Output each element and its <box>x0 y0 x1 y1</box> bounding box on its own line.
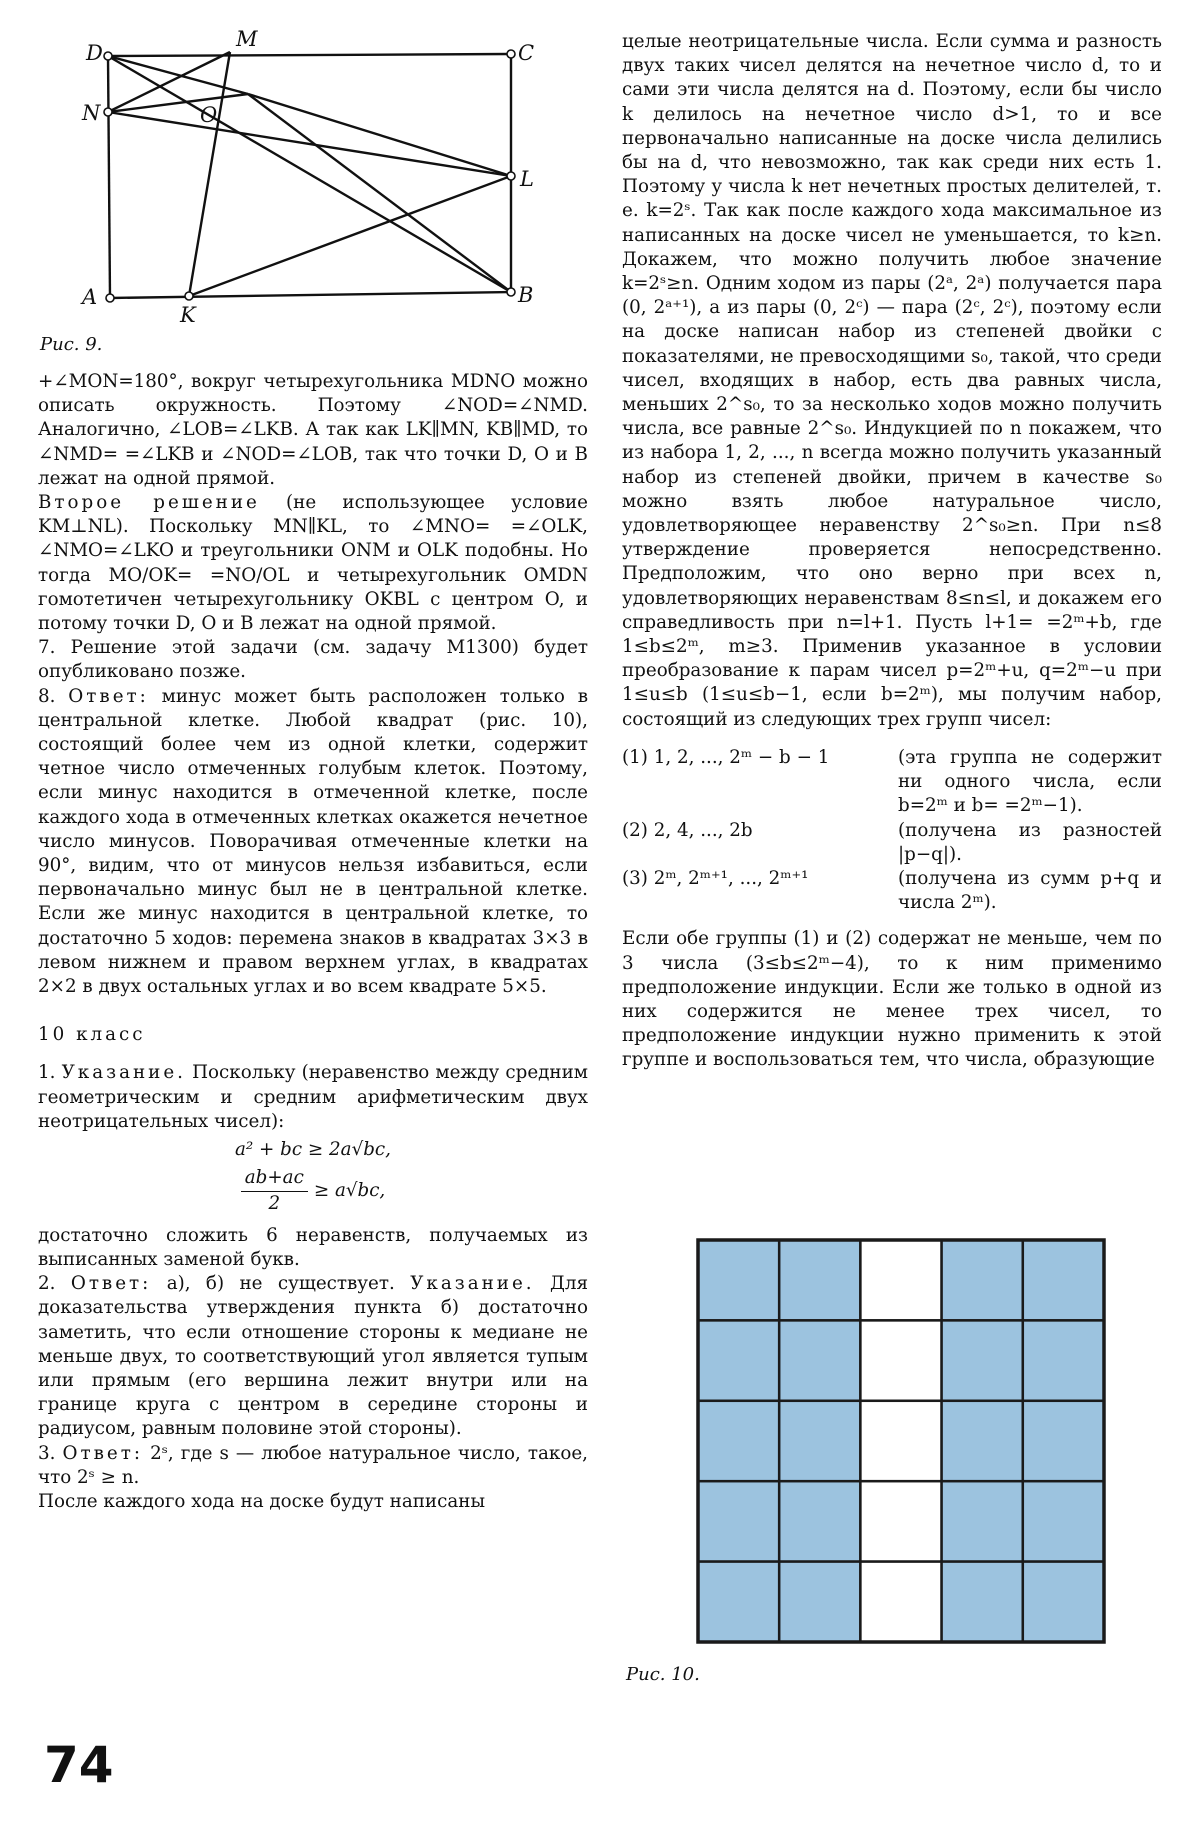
formula-2-numerator: ab+ac <box>241 1166 308 1191</box>
figure-10-caption: Рис. 10. <box>626 1664 700 1685</box>
second-solution-text: (не использующее условие KM⊥NL). Поскольку MN∥KL, то ∠MNO= =∠OLK, ∠NMO=∠LKO и треугольники ONM и OLK подобны. Но тогда MO/OK= =NO/OL и четырехугольник OMDN гомотетичен четырехугольнику OKBL с центром O, и потому точки D, O и B лежат на одной прямой. <box>38 492 588 635</box>
right-column <box>622 30 1162 1073</box>
right-paragraph-2: Если обе группы (1) и (2) содержат не меньше, чем по 3 числа (3≤b≤2ᵐ−4), то к ним применимо предположение индукции. Если же только в одной из них содержится не менее трех чисел, то предположение индукции нужно применить к этой группе и воспользоваться тем, что числа, образующие <box>622 928 1162 1071</box>
formula-2 <box>38 1166 588 1215</box>
formula-2-fraction <box>241 1166 308 1215</box>
item-3-answer-label: Ответ: <box>62 1442 144 1464</box>
item-2-hint-text: Для доказательства утверждения пункта б) достаточно заметить, что если отношение стороны к медиане не меньше двух, то соответствующий угол является тупым или прямым (его вершина лежит внутри или на границе круга с центром в середине стороны и радиусом, равным половине этой стороны). <box>38 1273 588 1440</box>
left-paragraph-5 <box>38 1061 588 1134</box>
figure-9-lines <box>108 52 511 298</box>
page-number: 74 <box>44 1736 114 1794</box>
group-3-note: (получена из сумм p+q и числа 2ᵐ). <box>898 867 1162 914</box>
group-row <box>622 746 1162 819</box>
grid-cell-marked <box>779 1240 860 1320</box>
left-paragraph-2 <box>38 491 588 636</box>
grid-cell-unmarked <box>860 1240 941 1320</box>
figure-9-diagram <box>80 30 580 340</box>
grid-cell-marked <box>779 1320 860 1400</box>
item-3-number: 3. <box>38 1442 63 1464</box>
item-1-number: 1. <box>38 1062 62 1084</box>
left-paragraph-7 <box>38 1272 588 1441</box>
left-column <box>38 370 588 1514</box>
left-paragraph-4 <box>38 685 588 1000</box>
group-row <box>622 819 1162 867</box>
left-paragraph-8 <box>38 1442 588 1490</box>
left-paragraph-1: +∠MON=180°, вокруг четырехугольника MDNO можно описать окружность. Поэтому ∠NOD=∠NMD. Аналогично, ∠LOB=∠LKB. А так как LK∥MN, KB∥MD, то ∠NMD= =∠LKB и ∠NOD=∠LOB, так что точки D, O и B лежат на одной прямой. <box>38 371 588 489</box>
grid-cell-marked <box>1023 1562 1104 1642</box>
grid-cell-marked <box>698 1562 779 1642</box>
label-b: B <box>518 283 534 307</box>
group-2-note: (получена из разностей |p−q|). <box>898 819 1162 865</box>
grid-cell-marked <box>698 1320 779 1400</box>
left-paragraph-9: После каждого хода на доске будут написаны <box>38 1490 485 1512</box>
number-groups <box>622 746 1162 915</box>
second-solution-label: Второе решение <box>38 492 260 514</box>
grid-cell-marked <box>942 1240 1023 1320</box>
label-a: A <box>82 285 98 309</box>
figure-9-labels <box>80 30 534 327</box>
label-l: L <box>520 167 534 191</box>
label-c: C <box>518 41 535 65</box>
item-1-hint-label: Указание. <box>61 1062 186 1084</box>
formula-2-denominator: 2 <box>268 1192 281 1214</box>
item-8-number: 8. <box>38 685 69 707</box>
grid-cell-marked <box>698 1240 779 1320</box>
grid-cell-marked <box>1023 1481 1104 1561</box>
grid-cell-unmarked <box>860 1562 941 1642</box>
group-2-numbers: (2) 2, 4, ..., 2b <box>622 819 753 841</box>
grid-cell-marked <box>942 1401 1023 1481</box>
item-2-hint-label: Указание. <box>410 1273 535 1295</box>
grid-cell-unmarked <box>860 1401 941 1481</box>
label-o: O <box>200 103 218 127</box>
left-paragraph-3: 7. Решение этой задачи (см. задачу М1300) будет опубликовано позже. <box>38 637 588 683</box>
label-d: D <box>86 41 103 65</box>
grid-cell-unmarked <box>860 1320 941 1400</box>
label-k: K <box>180 303 196 327</box>
item-2-answer-text: а), б) не существует. <box>151 1273 411 1295</box>
item-2-number: 2. <box>38 1273 71 1295</box>
grid-cell-marked <box>779 1481 860 1561</box>
item-1-text: Поскольку (неравенство между средним геометрическим и средним арифметическим двух неотрицательных чисел): <box>38 1062 588 1132</box>
label-n: N <box>82 101 101 125</box>
figure-9-points <box>104 50 515 302</box>
grid-cell-marked <box>942 1481 1023 1561</box>
grid-cell-marked <box>779 1562 860 1642</box>
formula-2-rest: ≥ a√bc, <box>313 1179 386 1201</box>
grid-cell-marked <box>698 1401 779 1481</box>
label-m: M <box>236 30 258 51</box>
left-paragraph-6: достаточно сложить 6 неравенств, получаемых из выписанных заменой букв. <box>38 1224 588 1270</box>
grid-cell-marked <box>1023 1240 1104 1320</box>
grid-cell-marked <box>698 1481 779 1561</box>
grid-cell-marked <box>942 1320 1023 1400</box>
grid-cell-marked <box>1023 1320 1104 1400</box>
grid-cell-marked <box>779 1401 860 1481</box>
group-3-numbers: (3) 2ᵐ, 2ᵐ⁺¹, ..., 2ᵐ⁺¹ <box>622 867 809 889</box>
formula-1: a² + bc ≥ 2a√bc, <box>235 1139 391 1161</box>
group-1-numbers: (1) 1, 2, ..., 2ᵐ − b − 1 <box>622 746 830 768</box>
group-row <box>622 867 1162 915</box>
grid-cell-marked <box>942 1562 1023 1642</box>
item-8-answer-label: Ответ: <box>68 685 149 707</box>
grid-cell-marked <box>1023 1401 1104 1481</box>
group-1-note: (эта группа не содержит ни одного числа, если b=2ᵐ и b= =2ᵐ−1). <box>898 746 1162 817</box>
item-3-text: 2ˢ, где s — любое натуральное число, такое, что 2ˢ ≥ n. <box>38 1442 588 1488</box>
figure-9-caption: Рис. 9. <box>40 334 103 355</box>
section-heading: 10 класс <box>38 1024 146 1046</box>
item-2-answer-label: Ответ: <box>70 1273 152 1295</box>
item-8-text: минус может быть расположен только в центральной клетке. Любой квадрат (рис. 10), состоящий более чем из одной клетки, содержит четное число отмеченных голубым клеток. Поэтому, если минус находится в отмеченной клетке, после каждого хода в отмеченных клетках окажется нечетное число минусов. Поворачивая отмеченные клетки на 90°, видим, что от минусов нельзя избавиться, если первоначально минус был не в центральной клетке. Если же минус находится в центральной клетке, то достаточно 5 ходов: перемена знаков в квадратах 3×3 в левом нижнем и правом верхнем углах, в квадратах 2×2 в двух остальных углах и во всем квадрате 5×5. <box>38 685 588 998</box>
figure-10-grid <box>696 1238 1106 1644</box>
right-paragraph-1: целые неотрицательные числа. Если сумма и разность двух таких чисел делятся на нечетное число d, то и сами эти числа делятся на d. Поэтому, если бы число k делилось на нечетное число d>1, то и все первоначально написанные на доске числа делились бы на d, что невозможно, так как среди них есть 1. Поэтому у числа k нет нечетных простых делителей, т. е. k=2ˢ. Так как после каждого хода максимальное из написанных на доске чисел не уменьшается, то k≥n. Докажем, что можно получить любое значение k=2ˢ≥n. Одним ходом из пары (2ᵃ, 2ᵃ) получается пара (0, 2ᵃ⁺¹), а из пары (0, 2ᶜ) — пара (2ᶜ, 2ᶜ), поэтому если на доске написан набор из степеней двойки с показателями, не превосходящими s₀, такой, что среди чисел, входящих в набор, есть два равных числа, меньших 2^s₀, то за несколько ходов можно получить числа, все равные 2^s₀. Индукцией по n покажем, что из набора 1, 2, ..., n всегда можно получить указанный набор из степеней двойки, причем в качестве s₀ можно взять любое натуральное число, удовлетворяющее неравенству 2^s₀≥n. При n≤8 утверждение проверяется непосредственно. Предположим, что оно верно при всех n, удовлетворяющих неравенствам 8≤n≤l, и докажем его справедливость при n=l+1. Пусть l+1= =2ᵐ+b, где 1≤b≤2ᵐ, m≥3. Применив указанное в условии преобразование к парам чисел p=2ᵐ+u, q=2ᵐ−u при 1≤u≤b (1≤u≤b−1, если b=2ᵐ), мы получим набор, состоящий из следующих трех групп чисел: <box>622 31 1162 730</box>
grid-cell-unmarked <box>860 1481 941 1561</box>
